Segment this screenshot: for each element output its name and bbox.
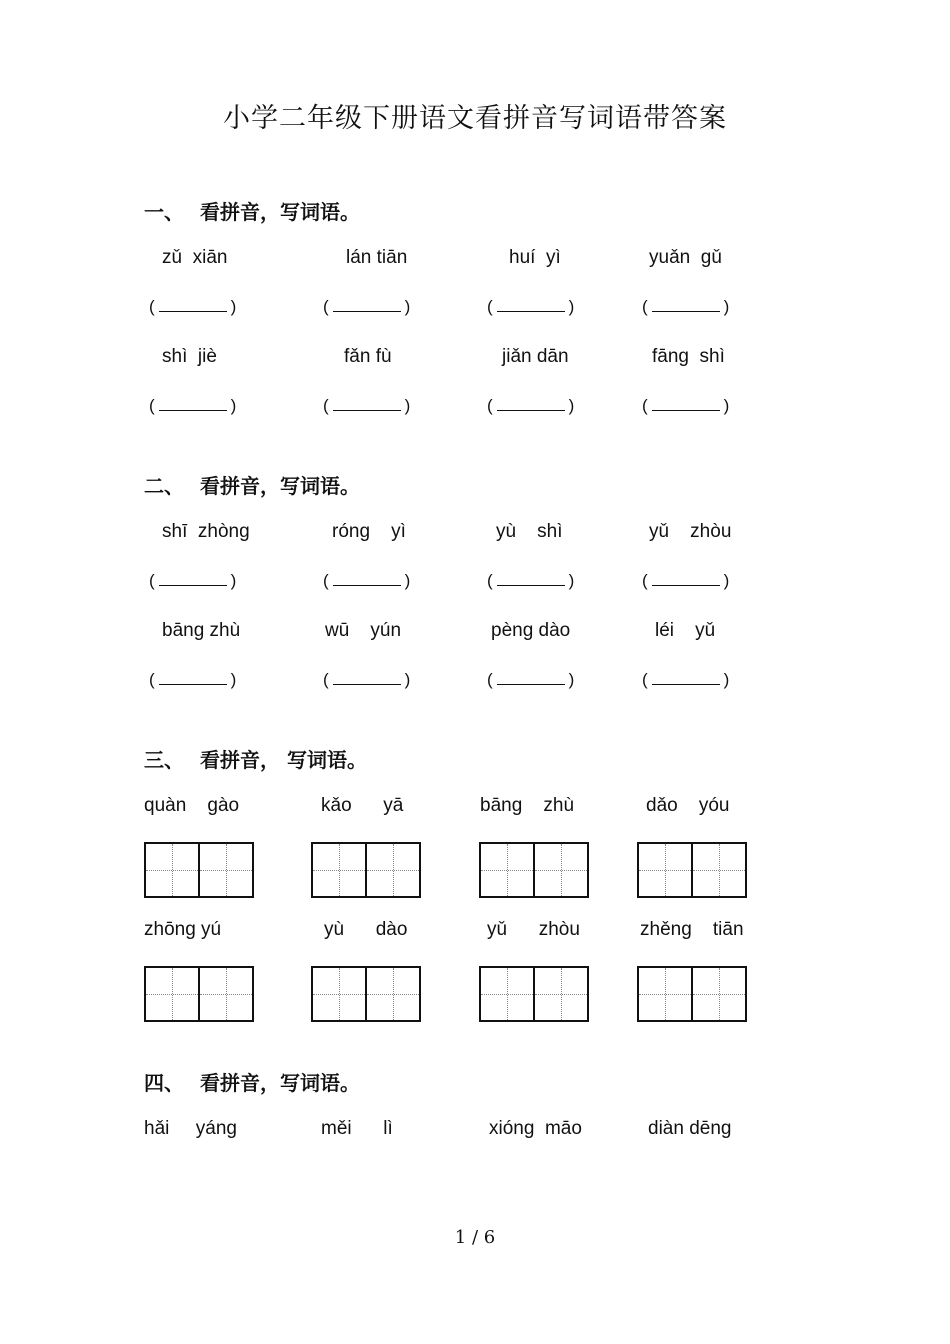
answer-blank[interactable]: ( ) bbox=[487, 571, 575, 590]
section-3-heading bbox=[144, 744, 367, 773]
section-instruction: 看拼音，写词语。 bbox=[200, 474, 360, 498]
pinyin-item: bāng zhù bbox=[162, 620, 241, 641]
section-number: 二、 bbox=[144, 474, 184, 498]
pinyin-item: shī zhòng bbox=[162, 521, 250, 542]
answer-blank[interactable]: ( ) bbox=[487, 297, 575, 316]
section-1-heading bbox=[144, 196, 360, 225]
pinyin-item: hǎi yáng bbox=[144, 1118, 237, 1139]
answer-blank[interactable]: ( ) bbox=[323, 396, 411, 415]
section-instruction: 看拼音， 写词语。 bbox=[200, 748, 367, 772]
pinyin-item: wū yún bbox=[325, 620, 402, 641]
pinyin-item: yuǎn gǔ bbox=[649, 247, 722, 268]
answer-blank[interactable]: ( ) bbox=[487, 396, 575, 415]
writing-grid[interactable] bbox=[637, 842, 747, 898]
writing-grid[interactable] bbox=[637, 966, 747, 1022]
pinyin-item: zhěng tiān bbox=[640, 919, 744, 940]
pinyin-item: róng yì bbox=[332, 521, 406, 542]
grid-cell[interactable] bbox=[365, 844, 419, 896]
section-2-heading bbox=[144, 470, 360, 499]
grid-cell[interactable] bbox=[691, 968, 745, 1020]
pinyin-item: pèng dào bbox=[491, 620, 571, 641]
writing-grid[interactable] bbox=[479, 842, 589, 898]
pinyin-item: diàn dēng bbox=[648, 1118, 732, 1139]
answer-blank[interactable]: ( ) bbox=[149, 297, 237, 316]
grid-cell[interactable] bbox=[146, 844, 198, 896]
section-number: 三、 bbox=[144, 748, 184, 772]
grid-cell[interactable] bbox=[198, 968, 252, 1020]
page-title: 小学二年级下册语文看拼音写词语带答案 bbox=[223, 103, 727, 134]
pinyin-item: dǎo yóu bbox=[646, 795, 730, 816]
pinyin-item: yǔ zhòu bbox=[649, 521, 732, 542]
grid-cell[interactable] bbox=[146, 968, 198, 1020]
pinyin-item: yù shì bbox=[496, 521, 563, 542]
pinyin-item: jiǎn dān bbox=[502, 346, 569, 367]
pinyin-item: fāng shì bbox=[652, 346, 725, 367]
grid-cell[interactable] bbox=[313, 844, 365, 896]
page-number: 1 / 6 bbox=[454, 1227, 496, 1248]
answer-blank[interactable]: ( ) bbox=[487, 670, 575, 689]
writing-grid[interactable] bbox=[144, 966, 254, 1022]
section-4-heading bbox=[144, 1067, 360, 1096]
grid-cell[interactable] bbox=[533, 844, 587, 896]
answer-blank[interactable]: ( ) bbox=[642, 670, 730, 689]
pinyin-item: xióng māo bbox=[489, 1118, 582, 1139]
answer-blank[interactable]: ( ) bbox=[642, 571, 730, 590]
grid-cell[interactable] bbox=[533, 968, 587, 1020]
grid-cell[interactable] bbox=[639, 968, 691, 1020]
answer-blank[interactable]: ( ) bbox=[642, 297, 730, 316]
pinyin-item: léi yǔ bbox=[655, 620, 716, 641]
pinyin-item: zǔ xiān bbox=[162, 247, 228, 268]
grid-cell[interactable] bbox=[481, 968, 533, 1020]
grid-cell[interactable] bbox=[313, 968, 365, 1020]
pinyin-item: lán tiān bbox=[346, 247, 408, 268]
answer-blank[interactable]: ( ) bbox=[149, 571, 237, 590]
pinyin-item: zhōng yú bbox=[144, 919, 222, 940]
grid-cell[interactable] bbox=[639, 844, 691, 896]
pinyin-item: quàn gào bbox=[144, 795, 240, 816]
writing-grid[interactable] bbox=[479, 966, 589, 1022]
answer-blank[interactable]: ( ) bbox=[323, 297, 411, 316]
section-number: 一、 bbox=[144, 200, 184, 224]
grid-cell[interactable] bbox=[365, 968, 419, 1020]
answer-blank[interactable]: ( ) bbox=[323, 670, 411, 689]
pinyin-item: bāng zhù bbox=[480, 795, 575, 816]
answer-blank[interactable]: ( ) bbox=[149, 396, 237, 415]
answer-blank[interactable]: ( ) bbox=[149, 670, 237, 689]
section-number: 四、 bbox=[144, 1071, 184, 1095]
pinyin-item: huí yì bbox=[509, 247, 561, 268]
section-instruction: 看拼音，写词语。 bbox=[200, 1071, 360, 1095]
pinyin-item: yù dào bbox=[324, 919, 408, 940]
answer-blank[interactable]: ( ) bbox=[323, 571, 411, 590]
pinyin-item: měi lì bbox=[321, 1118, 393, 1139]
pinyin-item: fǎn fù bbox=[344, 346, 392, 367]
section-instruction: 看拼音，写词语。 bbox=[200, 200, 360, 224]
grid-cell[interactable] bbox=[481, 844, 533, 896]
pinyin-item: kǎo yā bbox=[321, 795, 404, 816]
writing-grid[interactable] bbox=[311, 966, 421, 1022]
pinyin-item: yǔ zhòu bbox=[487, 919, 580, 940]
writing-grid[interactable] bbox=[311, 842, 421, 898]
writing-grid[interactable] bbox=[144, 842, 254, 898]
grid-cell[interactable] bbox=[691, 844, 745, 896]
answer-blank[interactable]: ( ) bbox=[642, 396, 730, 415]
pinyin-item: shì jiè bbox=[162, 346, 217, 367]
grid-cell[interactable] bbox=[198, 844, 252, 896]
